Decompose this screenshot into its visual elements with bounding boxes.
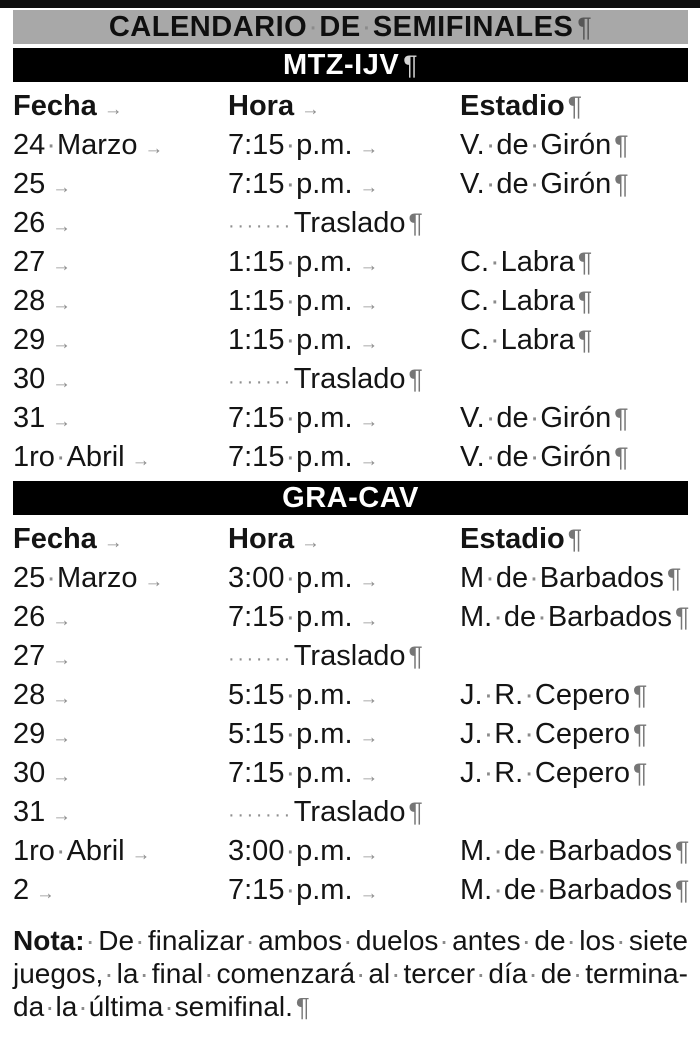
- table-cell: 7:15·p.m. →: [228, 601, 379, 633]
- note-word: la·: [116, 958, 149, 989]
- table-cell: M.·de·Barbados ¶: [460, 874, 690, 906]
- tab-mark-icon: →: [52, 176, 71, 197]
- table-cell: 28 →: [13, 285, 71, 317]
- tab-mark-icon: →: [359, 293, 379, 314]
- table-row: [13, 438, 700, 477]
- table-cell: 29 →: [13, 718, 71, 750]
- note-word: ambos·: [258, 925, 353, 956]
- space-mark: ·: [521, 925, 531, 956]
- table-cell: 7:15·p.m. →: [228, 441, 379, 473]
- table-row: [13, 399, 700, 438]
- space-mark: ·: [285, 129, 296, 161]
- pilcrow-icon: ¶: [408, 797, 423, 827]
- space-mark: ·: [285, 246, 296, 278]
- pilcrow-icon: ¶: [674, 875, 690, 905]
- schedule-section-gra-cav: [0, 481, 700, 912]
- tab-mark-icon: →: [52, 293, 71, 314]
- column-header-row: [13, 520, 700, 559]
- pilcrow-icon: ¶: [614, 169, 629, 199]
- tab-leader-dots: ·······: [228, 371, 293, 393]
- table-cell: 5:15·p.m. →: [228, 679, 379, 711]
- table-cell: M.·de·Barbados ¶: [460, 835, 690, 867]
- note-line: [13, 924, 688, 957]
- space-mark: ·: [343, 925, 353, 956]
- table-cell: 25·Marzo →: [13, 562, 164, 594]
- table-row: [13, 676, 700, 715]
- pilcrow-icon: ¶: [577, 325, 593, 355]
- table-cell: 31 →: [13, 796, 71, 828]
- space-mark: ·: [285, 441, 296, 473]
- space-mark: ·: [566, 925, 576, 956]
- tab-mark-icon: →: [52, 804, 71, 825]
- tab-mark-icon: →: [131, 449, 151, 470]
- pilcrow-icon: ¶: [408, 364, 423, 394]
- space-mark: ·: [285, 402, 296, 434]
- space-mark: ·: [485, 441, 496, 473]
- tab-mark-icon: →: [103, 531, 123, 552]
- table-row: [13, 871, 700, 910]
- table-cell: 1:15·p.m. →: [228, 246, 379, 278]
- table-cell: C.·Labra ¶: [460, 246, 593, 278]
- table-cell: 27 →: [13, 246, 71, 278]
- table-row: [13, 754, 700, 793]
- table-cell: 3:00·p.m. →: [228, 562, 379, 594]
- space-mark: ·: [85, 925, 95, 956]
- table-cell: 5:15·p.m. →: [228, 718, 379, 750]
- table-row: [13, 204, 700, 243]
- pilcrow-icon: ¶: [666, 563, 682, 593]
- tab-mark-icon: →: [52, 215, 71, 236]
- table-cell: V.·de·Girón ¶: [460, 402, 629, 434]
- tab-mark-icon: →: [36, 882, 55, 903]
- tab-mark-icon: →: [52, 254, 71, 275]
- table-row: [13, 715, 700, 754]
- table-cell: J.·R.·Cepero ¶: [460, 757, 648, 789]
- table-cell: 24·Marzo →: [13, 129, 164, 161]
- note-line: da·la·última·semifinal. ¶: [13, 991, 310, 1022]
- table-cell: J.·R.·Cepero ¶: [460, 679, 648, 711]
- table-row: [13, 360, 700, 399]
- note-word: de·: [540, 958, 583, 989]
- document-title: CALENDARIO·DE·SEMIFINALES: [108, 10, 574, 43]
- space-mark: ·: [285, 601, 296, 633]
- space-mark: ·: [529, 129, 540, 161]
- table-cell: 28 →: [13, 679, 71, 711]
- space-mark: ·: [493, 601, 503, 633]
- table-row: [13, 165, 700, 204]
- table-cell: 29 →: [13, 324, 71, 356]
- table-row: [13, 832, 700, 871]
- table-row: [13, 598, 700, 637]
- note-label-word: [13, 924, 96, 957]
- note-word: día·: [488, 958, 538, 989]
- pilcrow-icon: ¶: [408, 641, 423, 671]
- tab-mark-icon: →: [359, 332, 379, 353]
- table-row: [13, 637, 700, 676]
- table-cell: V.·de·Girón ¶: [460, 168, 629, 200]
- space-mark: ·: [616, 925, 626, 956]
- tab-mark-icon: →: [52, 410, 71, 431]
- note-word: de·: [534, 925, 576, 956]
- pilcrow-icon: ¶: [674, 836, 690, 866]
- table-cell: ·······Traslado ¶: [228, 640, 423, 672]
- pilcrow-icon: ¶: [633, 719, 648, 749]
- pilcrow-icon: ¶: [295, 994, 310, 1022]
- note-word: termina-: [585, 958, 688, 989]
- tab-mark-icon: →: [52, 765, 71, 786]
- note-word: al·: [368, 958, 401, 989]
- note-word: antes·: [452, 925, 531, 956]
- schedule-section-mtz-ijv: [0, 48, 700, 479]
- matchup-title: MTZ-IJV: [282, 48, 400, 81]
- schedule-table: [0, 82, 700, 479]
- space-mark: ·: [483, 757, 494, 789]
- note-word: juegos,·: [13, 958, 114, 989]
- table-cell: Fecha →: [13, 523, 123, 555]
- note-word: duelos·: [355, 925, 449, 956]
- space-mark: ·: [524, 757, 534, 789]
- table-cell: 7:15·p.m. →: [228, 757, 379, 789]
- table-cell: 1:15·p.m. →: [228, 285, 379, 317]
- pilcrow-icon: ¶: [577, 247, 593, 277]
- pilcrow-icon: ¶: [567, 524, 583, 554]
- tab-mark-icon: →: [359, 843, 379, 864]
- tab-mark-icon: →: [131, 843, 151, 864]
- table-cell: 27 →: [13, 640, 71, 672]
- pilcrow-icon: ¶: [567, 91, 583, 121]
- space-mark: ·: [308, 10, 319, 43]
- tab-mark-icon: →: [359, 410, 379, 431]
- space-mark: ·: [285, 168, 296, 200]
- space-mark: ·: [356, 958, 366, 989]
- space-mark: ·: [493, 874, 503, 906]
- tab-mark-icon: →: [359, 449, 379, 470]
- table-cell: Estadio ¶: [460, 523, 583, 555]
- table-cell: M·de·Barbados ¶: [460, 562, 682, 594]
- tab-mark-icon: →: [52, 371, 71, 392]
- tab-mark-icon: →: [144, 137, 164, 158]
- space-mark: ·: [572, 958, 583, 989]
- space-mark: ·: [285, 835, 296, 867]
- title-banner: [13, 10, 688, 44]
- pilcrow-icon: ¶: [633, 758, 648, 788]
- table-cell: Hora →: [228, 90, 320, 122]
- space-mark: ·: [46, 129, 56, 161]
- matchup-banner: [13, 48, 688, 82]
- tab-leader-dots: ·······: [228, 648, 293, 670]
- table-row: [13, 793, 700, 832]
- tab-mark-icon: →: [301, 531, 320, 552]
- table-cell: V.·de·Girón ¶: [460, 441, 629, 473]
- space-mark: ·: [490, 246, 500, 278]
- space-mark: ·: [537, 601, 547, 633]
- space-mark: ·: [104, 958, 114, 989]
- top-border-bar: [0, 0, 700, 8]
- space-mark: ·: [485, 168, 496, 200]
- pilcrow-icon: ¶: [408, 208, 423, 238]
- table-cell: ·······Traslado ¶: [228, 796, 423, 828]
- table-cell: 7:15·p.m. →: [228, 129, 379, 161]
- space-mark: ·: [285, 679, 296, 711]
- space-mark: ·: [528, 958, 538, 989]
- space-mark: ·: [485, 402, 496, 434]
- tab-leader-dots: ·······: [228, 215, 293, 237]
- tab-mark-icon: →: [52, 648, 71, 669]
- table-row: [13, 282, 700, 321]
- space-mark: ·: [285, 757, 296, 789]
- space-mark: ·: [537, 874, 547, 906]
- space-mark: ·: [524, 718, 534, 750]
- table-row: [13, 126, 700, 165]
- space-mark: ·: [46, 562, 56, 594]
- table-cell: 31 →: [13, 402, 71, 434]
- table-cell: Hora →: [228, 523, 320, 555]
- space-mark: ·: [529, 168, 540, 200]
- pilcrow-icon: ¶: [403, 49, 419, 80]
- schedule-sections: [0, 48, 700, 912]
- space-mark: ·: [55, 835, 66, 867]
- table-row: [13, 559, 700, 598]
- space-mark: ·: [285, 285, 296, 317]
- table-cell: ·······Traslado ¶: [228, 363, 423, 395]
- table-cell: 26 →: [13, 207, 71, 239]
- matchup-banner: [13, 481, 688, 515]
- tab-mark-icon: →: [359, 882, 379, 903]
- space-mark: ·: [439, 925, 449, 956]
- table-row: [13, 321, 700, 360]
- note-word: final·: [151, 958, 214, 989]
- space-mark: ·: [485, 129, 496, 161]
- space-mark: ·: [529, 562, 539, 594]
- space-mark: ·: [483, 679, 494, 711]
- tab-mark-icon: →: [52, 609, 71, 630]
- space-mark: ·: [204, 958, 214, 989]
- space-mark: ·: [485, 562, 495, 594]
- space-mark: ·: [45, 991, 55, 1022]
- space-mark: ·: [490, 285, 500, 317]
- space-mark: ·: [78, 991, 88, 1022]
- table-row: [13, 243, 700, 282]
- table-cell: 1ro·Abril →: [13, 441, 151, 473]
- space-mark: ·: [493, 835, 503, 867]
- table-cell: 26 →: [13, 601, 71, 633]
- tab-mark-icon: →: [359, 765, 379, 786]
- tab-mark-icon: →: [359, 687, 379, 708]
- space-mark: ·: [285, 562, 296, 594]
- tab-mark-icon: →: [103, 98, 123, 119]
- space-mark: ·: [537, 835, 547, 867]
- pilcrow-icon: ¶: [577, 11, 593, 42]
- pilcrow-icon: ¶: [614, 130, 629, 160]
- pilcrow-icon: ¶: [614, 442, 629, 472]
- note-word: siete: [628, 925, 688, 956]
- space-mark: ·: [529, 402, 540, 434]
- note-word: tercer·: [403, 958, 486, 989]
- table-cell: 30 →: [13, 363, 71, 395]
- tab-mark-icon: →: [359, 570, 379, 591]
- pilcrow-icon: ¶: [674, 602, 690, 632]
- tab-mark-icon: →: [144, 570, 164, 591]
- note-word: los·: [579, 925, 626, 956]
- space-mark: ·: [483, 718, 494, 750]
- table-cell: 2 →: [13, 874, 55, 906]
- space-mark: ·: [55, 441, 66, 473]
- tab-mark-icon: →: [52, 332, 71, 353]
- matchup-title: GRA-CAV: [282, 481, 419, 514]
- table-cell: C.·Labra ¶: [460, 324, 593, 356]
- tab-mark-icon: →: [52, 687, 71, 708]
- space-mark: ·: [524, 679, 534, 711]
- note-word: De·: [98, 925, 145, 956]
- table-cell: ·······Traslado ¶: [228, 207, 423, 239]
- tab-mark-icon: →: [52, 726, 71, 747]
- table-cell: Fecha →: [13, 90, 123, 122]
- table-cell: C.·Labra ¶: [460, 285, 593, 317]
- space-mark: ·: [164, 991, 174, 1022]
- space-mark: ·: [139, 958, 149, 989]
- column-header-row: [13, 87, 700, 126]
- tab-mark-icon: →: [359, 137, 379, 158]
- note-word: finalizar·: [147, 925, 255, 956]
- tab-mark-icon: →: [359, 254, 379, 275]
- note-line: [13, 957, 688, 990]
- space-mark: ·: [135, 925, 145, 956]
- table-cell: 7:15·p.m. →: [228, 168, 379, 200]
- space-mark: ·: [245, 925, 255, 956]
- tab-mark-icon: →: [359, 609, 379, 630]
- table-cell: 7:15·p.m. →: [228, 402, 379, 434]
- pilcrow-icon: ¶: [614, 403, 629, 433]
- space-mark: ·: [361, 10, 372, 43]
- table-cell: Estadio ¶: [460, 90, 583, 122]
- note-label: Nota:: [13, 925, 85, 956]
- table-cell: 1ro·Abril →: [13, 835, 151, 867]
- note-paragraph: [13, 924, 688, 1025]
- space-mark: ·: [391, 958, 401, 989]
- table-cell: M.·de·Barbados ¶: [460, 601, 690, 633]
- space-mark: ·: [285, 874, 296, 906]
- pilcrow-icon: ¶: [633, 680, 648, 710]
- table-cell: 7:15·p.m. →: [228, 874, 379, 906]
- table-cell: 1:15·p.m. →: [228, 324, 379, 356]
- space-mark: ·: [476, 958, 486, 989]
- note-word: comenzará·: [216, 958, 366, 989]
- table-cell: 30 →: [13, 757, 71, 789]
- tab-mark-icon: →: [359, 726, 379, 747]
- space-mark: ·: [490, 324, 500, 356]
- space-mark: ·: [285, 718, 296, 750]
- space-mark: ·: [529, 441, 540, 473]
- tab-leader-dots: ·······: [228, 804, 293, 826]
- table-cell: 25 →: [13, 168, 71, 200]
- table-cell: J.·R.·Cepero ¶: [460, 718, 648, 750]
- tab-mark-icon: →: [301, 98, 320, 119]
- schedule-table: [0, 515, 700, 912]
- pilcrow-icon: ¶: [577, 286, 593, 316]
- table-cell: V.·de·Girón ¶: [460, 129, 629, 161]
- space-mark: ·: [285, 324, 296, 356]
- tab-mark-icon: →: [359, 176, 379, 197]
- table-cell: 3:00·p.m. →: [228, 835, 379, 867]
